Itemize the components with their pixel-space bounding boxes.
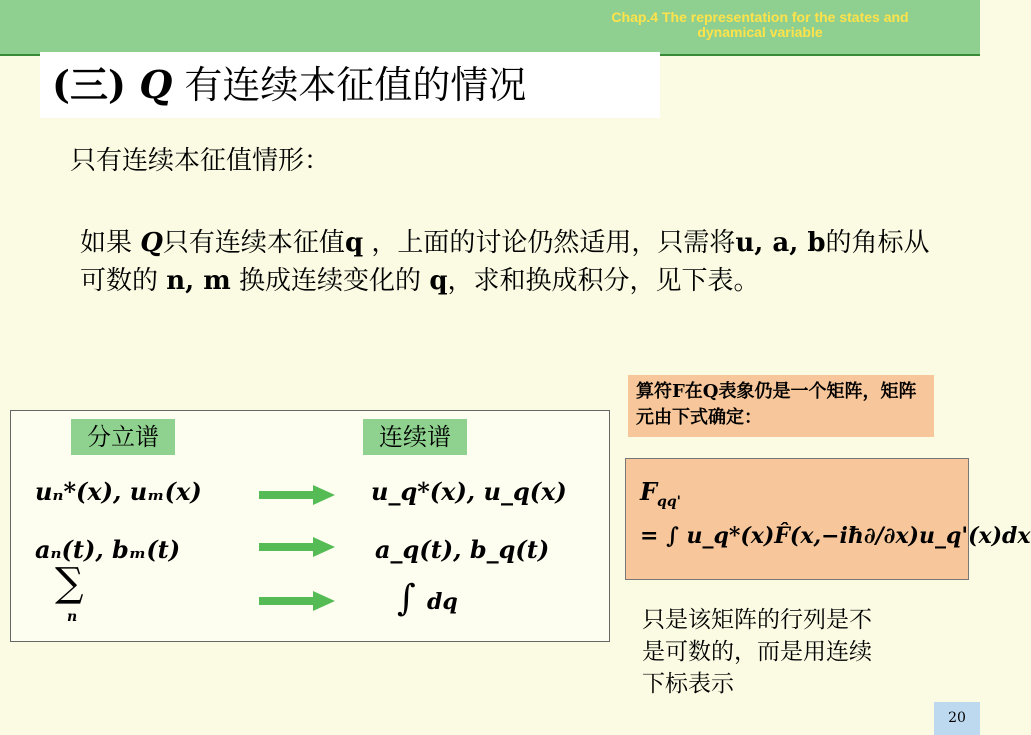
- formula-lhs: $F_{qq'}$: [640, 477, 681, 510]
- discrete-spectrum-tag: 分立谱: [71, 419, 175, 455]
- row2-right: a_q(t), b_q(t): [375, 535, 550, 564]
- para-part: ，上面的讨论仍然适用，只需将: [363, 228, 736, 258]
- integral-symbol: ∫: [397, 578, 416, 619]
- row2-left: aₙ(t), bₘ(t): [35, 535, 181, 564]
- row1-right: u_q*(x), u_q(x): [371, 477, 567, 506]
- bottom-note: 只是该矩阵的行列是不是可数的，而是用连续下标表示: [642, 607, 872, 697]
- operator-note: 算符F在Q表象仍是一个矩阵，矩阵元由下式确定：: [628, 375, 934, 437]
- continuous-spectrum-tag: 连续谱: [363, 419, 467, 455]
- integral-variable: dq: [427, 589, 458, 615]
- sum-index: n: [67, 609, 78, 625]
- explanation-paragraph: [80, 224, 930, 300]
- formula-rhs: = ∫ u_q*(x)F̂(x,−iħ∂/∂x)u_q'(x)dx: [640, 523, 1031, 549]
- top-bar: [0, 0, 980, 56]
- page-title: [52, 62, 526, 108]
- para-bold: n, m: [166, 266, 231, 296]
- para-part: 换成连续变化的: [230, 266, 430, 296]
- row1-left: uₙ*(x), uₘ(x): [35, 477, 202, 506]
- para-part: 只有连续本征值: [162, 228, 345, 258]
- para-bold: q: [344, 228, 364, 258]
- title-text: 有连续本征值的情况: [172, 63, 527, 107]
- para-part: ，求和换成积分，见下表。: [447, 266, 760, 296]
- chapter-header: Chap.4 The representation for the states and dynamical variable: [611, 9, 909, 40]
- para-bold: u, a, b: [735, 228, 826, 258]
- comparison-table: [10, 410, 610, 642]
- para-part: 的角标从可数的: [80, 228, 930, 296]
- matrix-element-formula: [625, 458, 1031, 580]
- title-symbol: Q: [139, 62, 173, 107]
- page-number: 20: [934, 702, 980, 735]
- para-symbol: Q: [140, 228, 163, 258]
- title-prefix: (三): [52, 62, 140, 107]
- para-part: 如果: [80, 228, 141, 258]
- subtitle: 只有连续本征值情形：: [70, 146, 331, 176]
- para-bold: q: [429, 266, 448, 296]
- sum-symbol: ∑: [55, 560, 84, 606]
- title-box: [40, 52, 660, 118]
